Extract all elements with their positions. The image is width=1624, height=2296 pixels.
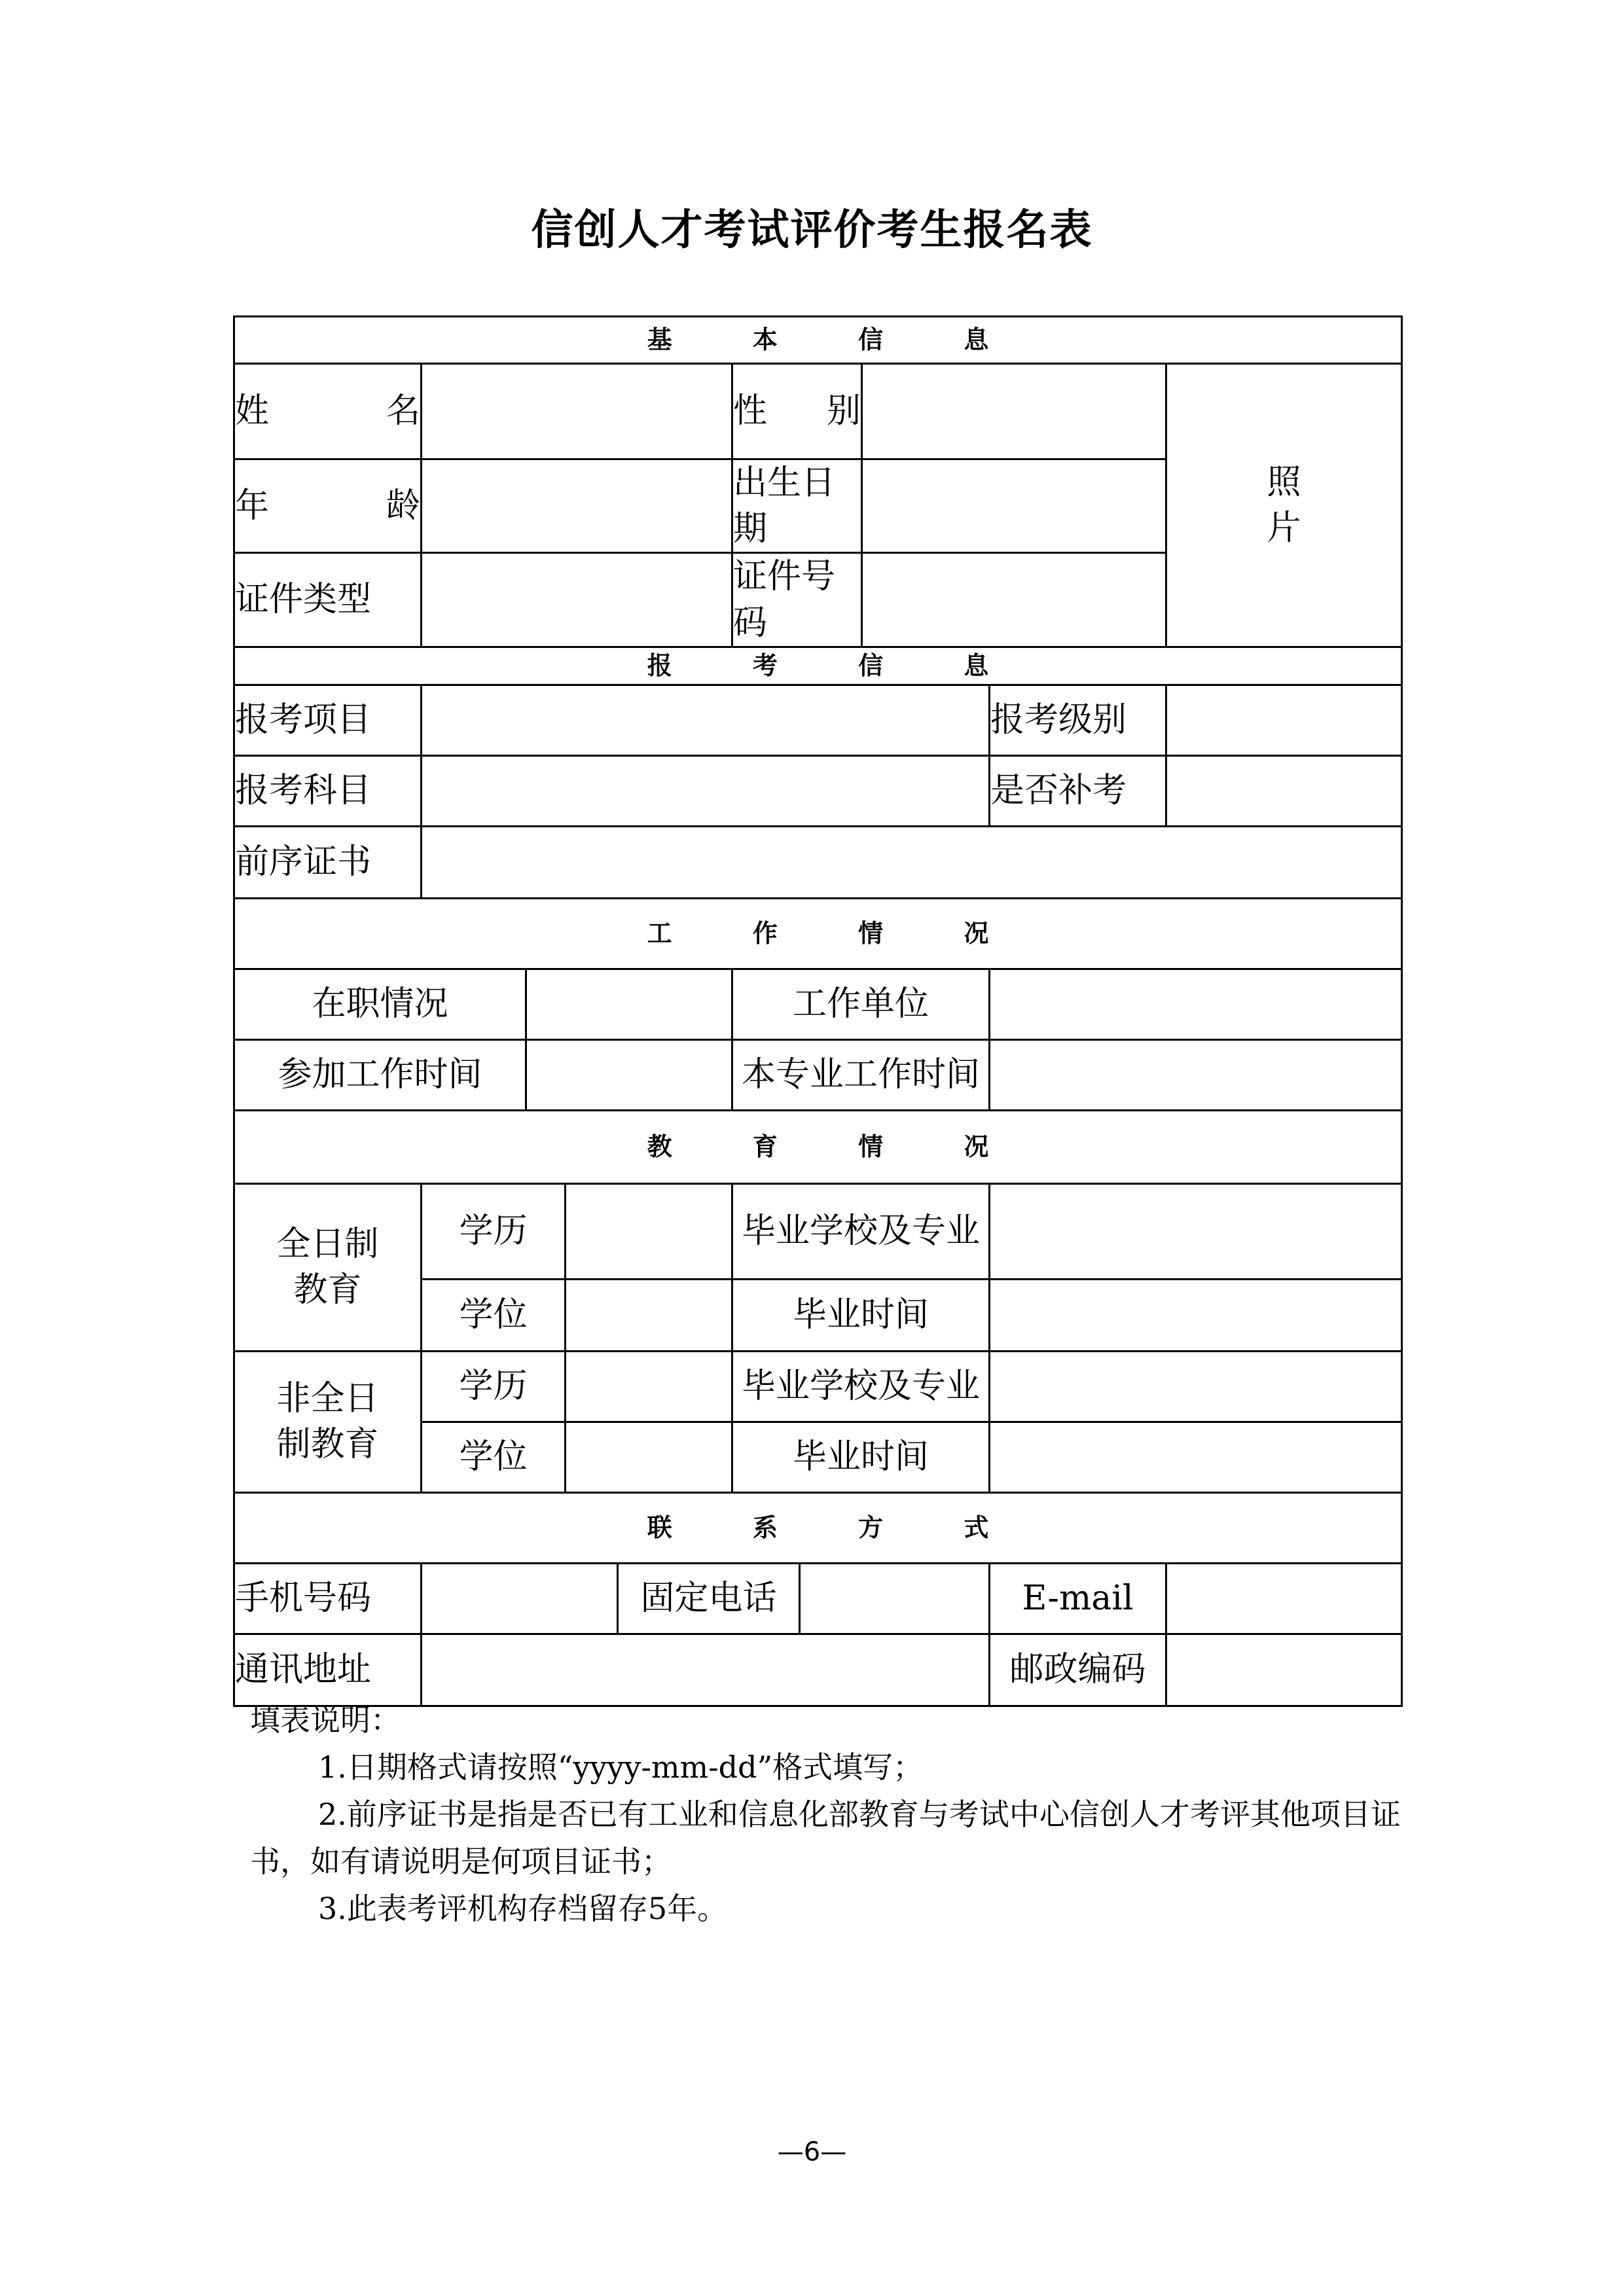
employer-field[interactable]: [990, 969, 1402, 1039]
mobile-field[interactable]: [422, 1563, 618, 1634]
page-title: 信创人才考试评价考生报名表: [531, 206, 1093, 255]
section-work-info: 工 作 情 况: [234, 898, 1402, 969]
id-type-field[interactable]: [422, 553, 732, 647]
landline-label: 固定电话: [618, 1563, 800, 1634]
gender-label: 性 别: [732, 364, 862, 459]
address-field[interactable]: [422, 1634, 990, 1706]
parttime-grad-time-field[interactable]: [990, 1422, 1402, 1492]
retake-label: 是否补考: [990, 755, 1166, 826]
instruction-item-1: 1.日期格式请按照“yyyy-mm-dd”格式填写；: [318, 1749, 924, 1785]
address-label: 通讯地址: [234, 1634, 422, 1706]
fulltime-degree-field[interactable]: [566, 1279, 732, 1351]
section-contact-info: 联 系 方 式: [234, 1492, 1402, 1563]
mobile-label: 手机号码: [234, 1563, 422, 1634]
employer-label: 工作单位: [732, 969, 990, 1039]
id-number-field[interactable]: [862, 553, 1166, 647]
age-field[interactable]: [422, 459, 732, 553]
work-start-label: 参加工作时间: [234, 1039, 526, 1110]
field-work-time-label: 本专业工作时间: [732, 1039, 990, 1110]
parttime-degree-field[interactable]: [566, 1422, 732, 1492]
fulltime-grad-time-label: 毕业时间: [732, 1279, 990, 1351]
postcode-field[interactable]: [1166, 1634, 1402, 1706]
id-number-label: 证件号码: [732, 553, 862, 647]
parttime-school-major-field[interactable]: [990, 1351, 1402, 1422]
fulltime-school-major-label: 毕业学校及专业: [732, 1183, 990, 1279]
email-field[interactable]: [1166, 1563, 1402, 1634]
employment-status-field[interactable]: [526, 969, 732, 1039]
work-start-field[interactable]: [526, 1039, 732, 1110]
parttime-school-major-label: 毕业学校及专业: [732, 1351, 990, 1422]
photo-label-1: 照: [1267, 462, 1301, 502]
field-work-time-field[interactable]: [990, 1039, 1402, 1110]
instructions-heading: 填表说明：: [250, 1702, 401, 1738]
fulltime-grad-time-field[interactable]: [990, 1279, 1402, 1351]
fulltime-school-major-field[interactable]: [990, 1183, 1402, 1279]
photo-box[interactable]: [1166, 364, 1402, 647]
retake-field[interactable]: [1166, 755, 1402, 826]
registration-form-table: [233, 315, 1403, 1707]
id-type-label: 证件类型: [234, 553, 422, 647]
age-label: 年 龄: [234, 459, 422, 553]
name-label: 姓 名: [234, 364, 422, 459]
parttime-grad-time-label: 毕业时间: [732, 1422, 990, 1492]
name-field[interactable]: [422, 364, 732, 459]
postcode-label: 邮政编码: [990, 1634, 1166, 1706]
exam-subject-label: 报考科目: [234, 755, 422, 826]
email-label: E-mail: [990, 1563, 1166, 1634]
section-basic-info: 基 本 信 息: [234, 317, 1402, 364]
form-instructions: [250, 1696, 1402, 1932]
instruction-item-3: 3.此表考评机构存档留存5年。: [318, 1891, 728, 1926]
photo-label-2: 片: [1267, 508, 1301, 548]
parttime-edu-level-field[interactable]: [566, 1351, 732, 1422]
gender-field[interactable]: [862, 364, 1166, 459]
page-number: —6—: [777, 2137, 847, 2167]
exam-level-field[interactable]: [1166, 685, 1402, 755]
instruction-item-2: 2.前序证书是指是否已有工业和信息化部教育与考试中心信创人才考评其他项目证书，如有请说明是何项目证书；: [250, 1797, 1401, 1879]
parttime-education-label: 非全日 制教育: [234, 1351, 422, 1492]
fulltime-degree-label: 学位: [422, 1279, 566, 1351]
section-education-info: 教 育 情 况: [234, 1110, 1402, 1183]
exam-level-label: 报考级别: [990, 685, 1166, 755]
exam-project-field[interactable]: [422, 685, 990, 755]
parttime-edu-level-label: 学历: [422, 1351, 566, 1422]
exam-subject-field[interactable]: [422, 755, 990, 826]
fulltime-education-label: 全日制 教育: [234, 1183, 422, 1351]
birth-date-label: 出生日期: [732, 459, 862, 553]
employment-status-label: 在职情况: [234, 969, 526, 1039]
fulltime-edu-level-label: 学历: [422, 1183, 566, 1279]
exam-project-label: 报考项目: [234, 685, 422, 755]
birth-date-field[interactable]: [862, 459, 1166, 553]
parttime-degree-label: 学位: [422, 1422, 566, 1492]
fulltime-edu-level-field[interactable]: [566, 1183, 732, 1279]
section-exam-info: 报 考 信 息: [234, 647, 1402, 685]
prior-cert-label: 前序证书: [234, 826, 422, 898]
prior-cert-field[interactable]: [422, 826, 1402, 898]
landline-field[interactable]: [800, 1563, 990, 1634]
